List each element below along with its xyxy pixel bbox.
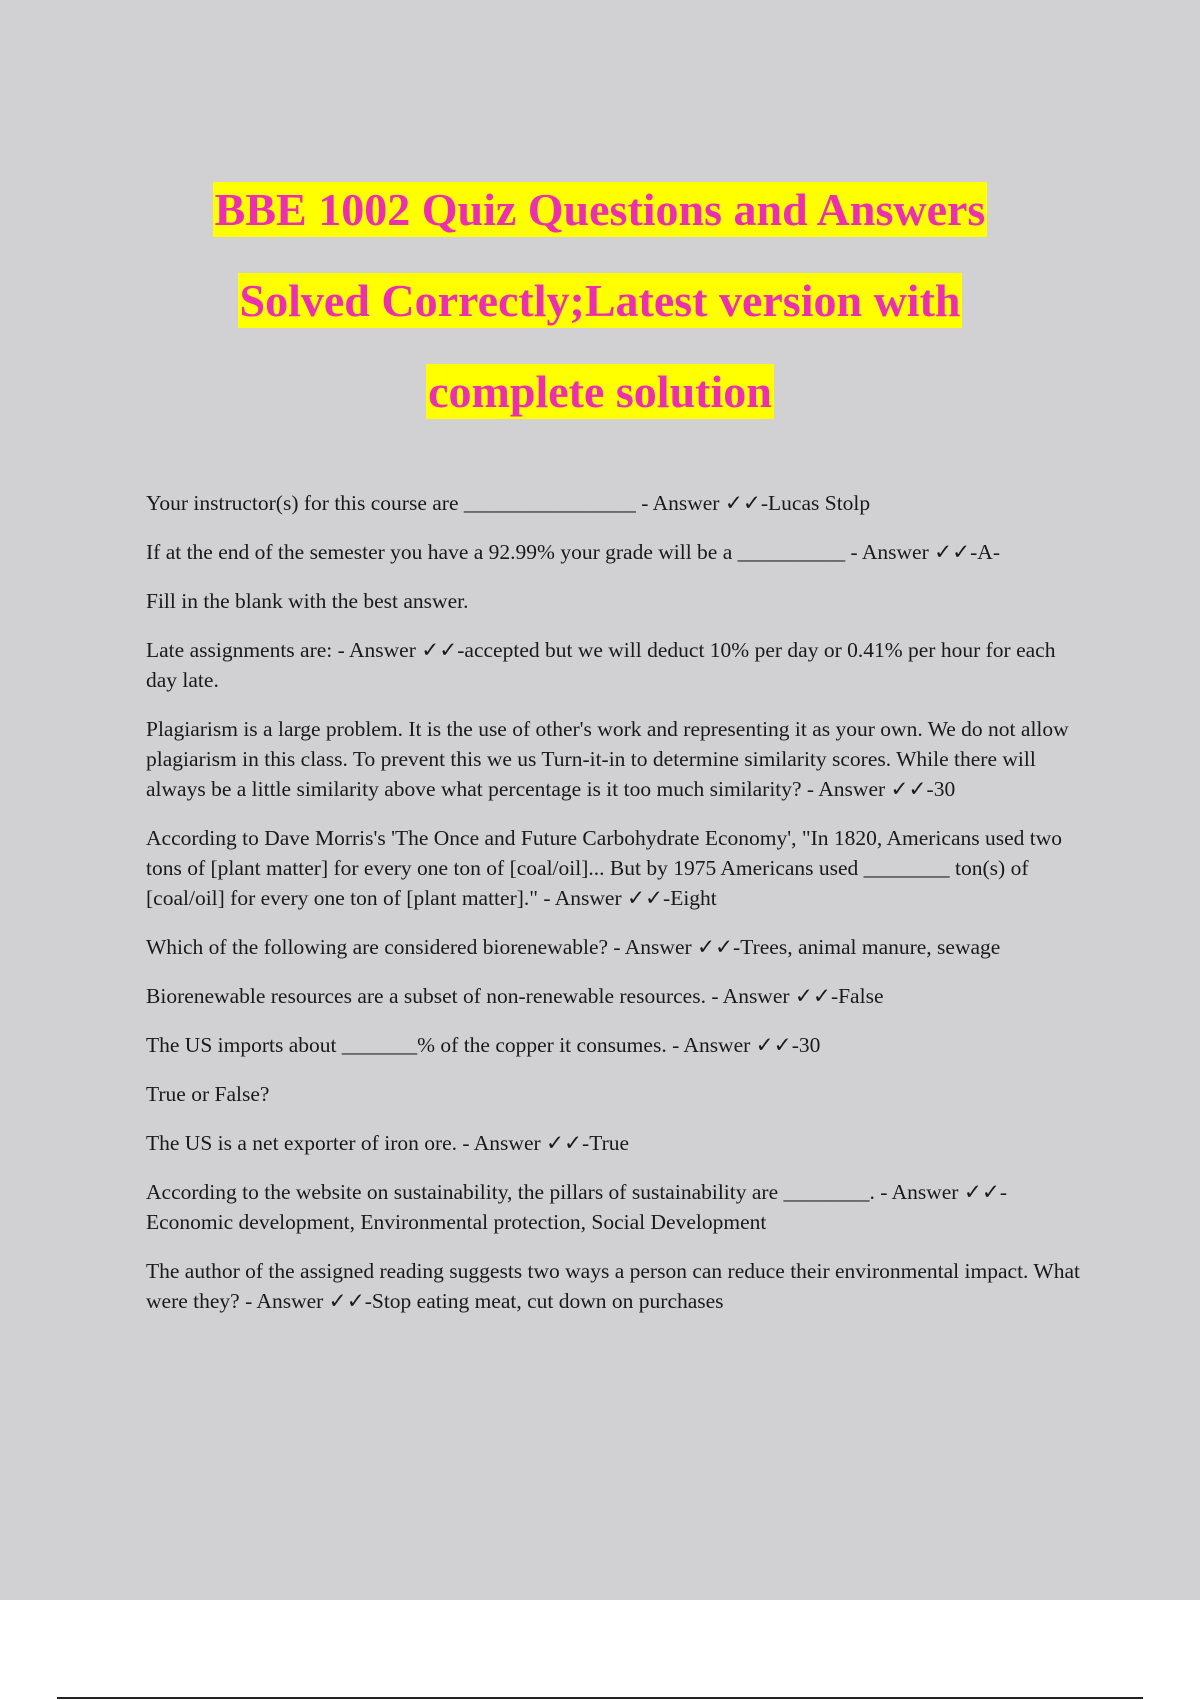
question-item: The US imports about _______% of the copper it consumes. - Answer ✓✓-30 xyxy=(146,1033,821,1057)
document-title xyxy=(0,164,1200,437)
question-item: Plagiarism is a large problem. It is the use of other's work and representing it as your own. We do not allow plagiarism in this class. To prevent this we us Turn-it-in to determine similarity scores. While there will always be a little similarity above what percentage is it too much similarity? - Answer ✓✓-30 xyxy=(146,717,1069,801)
title-line-2: Solved Correctly;Latest version with xyxy=(239,275,961,326)
question-item: Which of the following are considered biorenewable? - Answer ✓✓-Trees, animal manure, sewage xyxy=(146,935,1001,959)
question-item: True or False? xyxy=(146,1082,270,1106)
question-item: Biorenewable resources are a subset of non-renewable resources. - Answer ✓✓-False xyxy=(146,984,884,1008)
question-item: Fill in the blank with the best answer. xyxy=(146,589,469,613)
question-item: According to Dave Morris's 'The Once and Future Carbohydrate Economy', "In 1820, Americans used two tons of [plant matter] for every one ton of [coal/oil]... But by 1975 Americans used ________ ton(s) of [coal/oil] for every one ton of [plant matter]." - Answer ✓✓-Eight xyxy=(146,826,1063,910)
question-item: If at the end of the semester you have a 92.99% your grade will be a __________ - Answer ✓✓-A- xyxy=(146,540,1000,564)
footer-divider xyxy=(57,1697,1143,1699)
title-line-1: BBE 1002 Quiz Questions and Answers xyxy=(214,184,986,235)
question-item: The author of the assigned reading suggests two ways a person can reduce their environmental impact. What were they? - Answer ✓✓-Stop eating meat, cut down on purchases xyxy=(146,1259,1080,1313)
question-item: According to the website on sustainability, the pillars of sustainability are ________. - Answer ✓✓-Economic development, Environmental protection, Social Development xyxy=(146,1180,1008,1234)
question-list xyxy=(146,488,1086,1335)
question-item: The US is a net exporter of iron ore. - Answer ✓✓-True xyxy=(146,1131,630,1155)
question-item: Your instructor(s) for this course are ________________ - Answer ✓✓-Lucas Stolp xyxy=(146,491,871,515)
title-line-3: complete solution xyxy=(428,366,772,417)
question-item: Late assignments are: - Answer ✓✓-accepted but we will deduct 10% per day or 0.41% per hour for each day late. xyxy=(146,638,1056,692)
